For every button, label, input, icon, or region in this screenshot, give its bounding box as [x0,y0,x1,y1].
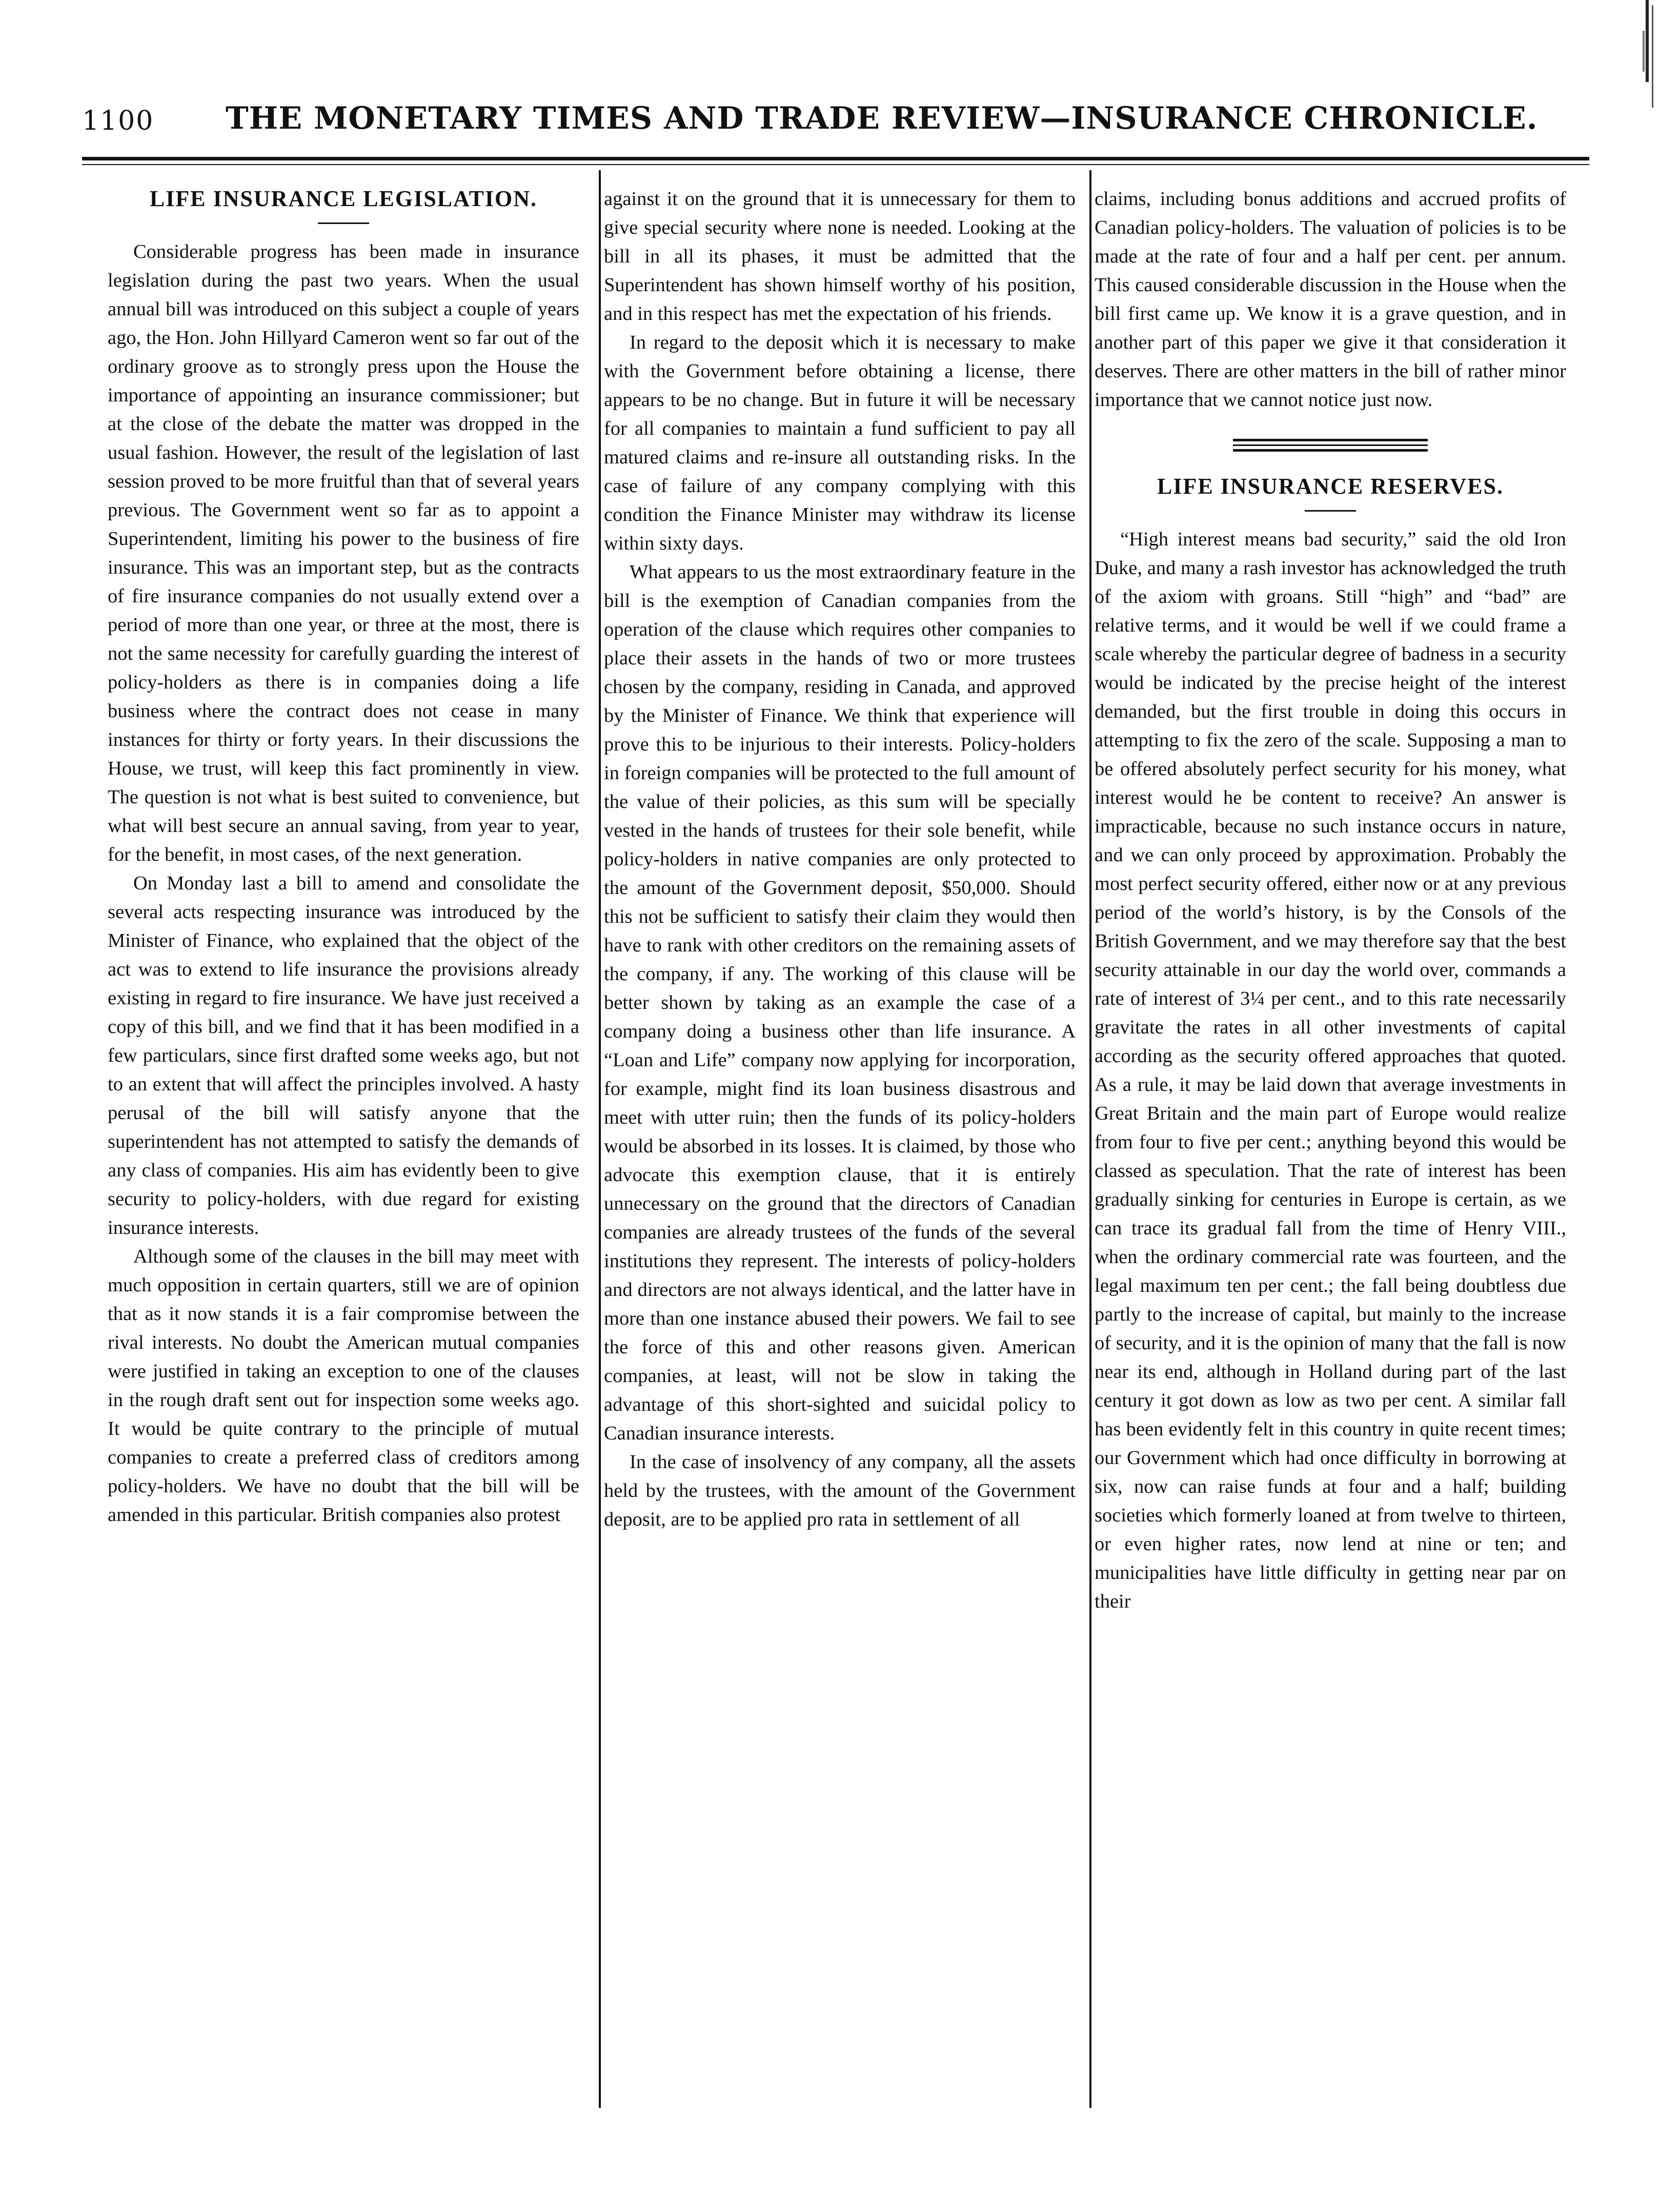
title-rule [318,222,369,224]
column-2 [604,185,1076,1534]
column-3 [1095,185,1566,1616]
column-divider-right [1089,170,1091,2108]
paragraph-3b: against it on the ground that it is unnecessary for them to give special security where none is needed. Looking at the bill in all its phases, it must be admitted that the Superintendent has shown himself worthy of his position, and in this respect has met the expectation of his friends. [604,188,1076,324]
reserves-paragraph-1: “High interest means bad security,” said the old Iron Duke, and many a rash investor has acknowledged the truth of the axiom with groans. Still “high” and “bad” are relative terms, and it would be well if we could frame a scale whereby the particular degree of badness in a security would be indicated by the precise height of the interest demanded, but the first trouble in doing this occurs in attempting to fix the zero of the scale. Supposing a man to be offered absolutely perfect security for his money, what interest would he be content to receive? An answer is impracticable, because no such instance occurs in nature, and we can only proceed by approximation. Probably the most perfect security offered, either now or at any previous period of the world’s history, is by the Consols of the British Government, and we may therefore say that the best security attainable in our day the world over, commands a rate of interest of 3¼ per cent., and to this rate necessarily gravitate the rates in all other investments of capital according as the security offered approaches that quoted. As a rule, it may be laid down that average investments in Great Britain and the main part of Europe would realize from four to five per cent.; anything beyond this would be classed as speculation. That the rate of interest has been gradually sinking for centuries in Europe is certain, as we can trace its gradual fall from the time of Henry VIII., when the ordinary commercial rate was fourteen, and the legal maximum ten per cent.; the fall being doubtless due partly to the increase of capital, but mainly to the increase of security, and it is the opinion of many that the fall is now near its end, although in Holland during part of the last century it got down as low as two per cent. A similar fall has been evidently felt in this country in quite recent times; our Government which had once difficulty in borrowing at six, now can raise funds at four and a half; building societies which formerly loaned at from twelve to thirteen, or even higher rates, now lend at nine or ten; and municipalities have little difficulty in getting near par on their [1095,529,1566,1612]
paragraph-6b: claims, including bonus additions and accrued profits of Canadian policy-holders. The valuation of policies is to be made at the rate of four and a half per cent. per annum. This caused considerable discussion in the House when the bill first came up. We know it is a grave question, and in another part of this paper we give it that consideration it deserves. There are other matters in the bill of rather minor importance that we cannot notice just now. [1095,188,1566,411]
header-rule-thin [82,164,1589,165]
margin-specks [1635,0,1666,133]
column-1 [108,185,579,1529]
masthead-title: THE MONETARY TIMES AND TRADE REVIEW—INSURANCE CHRONICLE. [226,100,1538,136]
article-title-legislation: LIFE INSURANCE LEGISLATION. [149,186,538,211]
header-rule-thick [82,157,1589,160]
paragraph-5: What appears to us the most extraordinary feature in the bill is the exemption of Canadian companies from the operation of the clause which requires other companies to place their assets in the hands of two or more trustees chosen by the company, residing in Canada, and approved by the Minister of Finance. We think that experience will prove this to be injurious to their interests. Policy-holders in foreign companies will be protected to the full amount of the value of their policies, as this sum will be specially vested in the hands of trustees for their sole benefit, while policy-holders in native companies are only protected to the amount of the Government deposit, $50,000. Should this not be sufficient to satisfy their claim they would then have to rank with other creditors on the remaining assets of the company, if any. The working of this clause will be better shown by taking as an example the case of a company doing a business other than life insurance. A “Loan and Life” company now applying for incorporation, for example, might find its loan business disastrous and meet with utter ruin; then the funds of its policy-holders would be absorbed in its losses. It is claimed, by those who advocate this exemption clause, that it is entirely unnecessary on the ground that the directors of Canadian companies are already trustees of the funds of the several institutions they represent. The interests of policy-holders and directors are not always identical, and the latter have in more than one instance abused their powers. We fail to see the force of this and other reasons given. American companies, at least, will not be slow in taking the advantage of this short-sighted and suicidal policy to Canadian insurance interests. [604,561,1076,1444]
section-double-rule [1233,439,1428,452]
paragraph-2: On Monday last a bill to amend and consolidate the several acts respecting insurance was introduced by the Minister of Finance, who explained that the object of the act was to extend to life insurance the provisions already existing in regard to fire insurance. We have just received a copy of this bill, and we find that it has been modified in a few particulars, since first drafted some weeks ago, but not to an extent that will affect the principles involved. A hasty perusal of the bill will satisfy anyone that the superintendent has not attempted to satisfy the demands of any class of companies. His aim has evidently been to give security to policy-holders, with due regard for existing insurance interests. [108,872,579,1238]
column-divider-left [599,170,601,2108]
paragraph-4: In regard to the deposit which it is necessary to make with the Government before obtaining a license, there appears to be no change. But in future it will be necessary for all companies to maintain a fund sufficient to pay all matured claims and re-insure all outstanding risks. In the case of failure of any company complying with this condition the Finance Minister may withdraw its license within sixty days. [604,332,1076,554]
paragraph-6a: In the case of insolvency of any company, all the assets held by the trustees, with the amount of the Government deposit, are to be applied pro rata in settlement of all [604,1451,1076,1530]
paragraph-1: Considerable progress has been made in insurance legislation during the past two years. When the usual annual bill was introduced on this subject a couple of years ago, the Hon. John Hillyard Cameron went so far out of the ordinary groove as to strongly press upon the House the importance of appointing an insurance commissioner; but at the close of the debate the matter was dropped in the usual fashion. However, the result of the legislation of last session proved to be more fruitful than that of several years previous. The Government went so far as to appoint a Superintendent, limiting his power to the business of fire insurance. This was an important step, but as the contracts of fire insurance companies do not usually extend over a period of more than one year, or three at the most, there is not the same necessity for carefully guarding the interest of policy-holders as there is in companies doing a life business where the contract does not cease in many instances for thirty or forty years. In their discussions the House, we trust, will keep this fact prominently in view. The question is not what is best suited to convenience, but what will best secure an annual saving, from year to year, for the benefit, in most cases, of the next generation. [108,241,579,865]
article-title-reserves: LIFE INSURANCE RESERVES. [1157,474,1504,499]
paragraph-3a: Although some of the clauses in the bill may meet with much opposition in certain quarters, still we are of opinion that as it now stands it is a fair compromise between the rival interests. No doubt the American mutual companies were justified in taking an exception to one of the clauses in the rough draft sent out for inspection some weeks ago. It would be quite contrary to the principle of mutual companies to create a preferred class of creditors among policy-holders. We have no doubt that the bill will be amended in this particular. British companies also protest [108,1246,579,1526]
page-number: 1100 [82,106,154,136]
title-rule-2 [1305,510,1356,512]
